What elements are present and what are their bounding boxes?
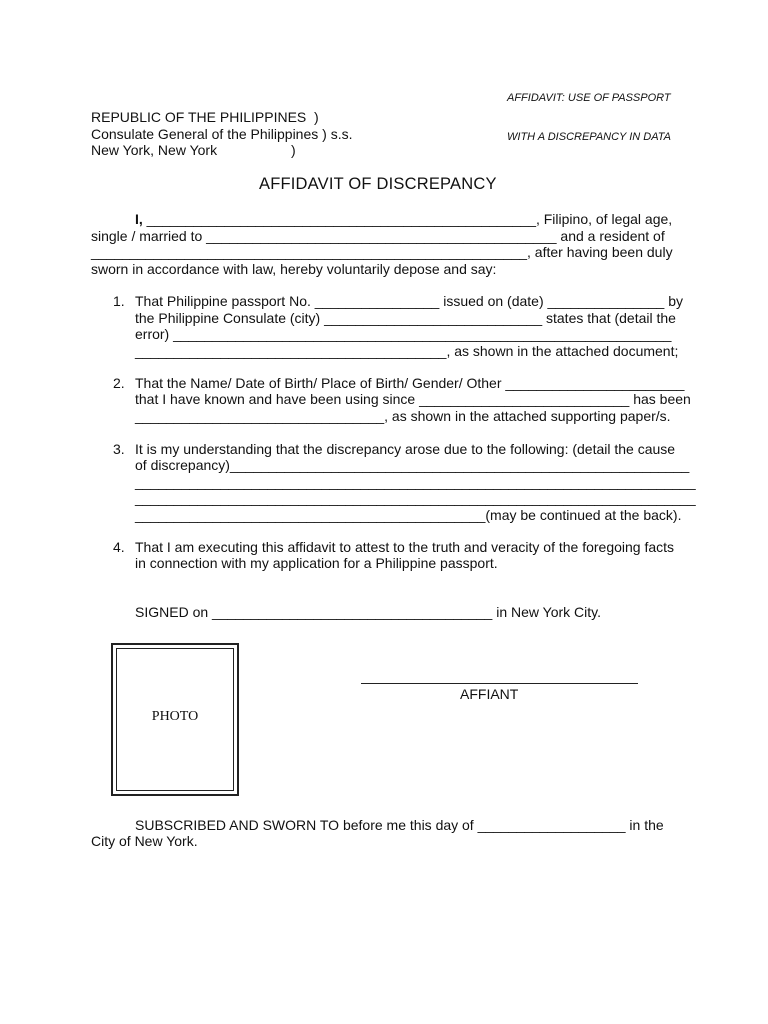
signed-line: SIGNED on ____________________________________ in New York City. <box>135 604 601 620</box>
venue-line-1: REPUBLIC OF THE PHILIPPINES ) <box>91 109 319 125</box>
document-title: AFFIDAVIT OF DISCREPANCY <box>259 175 497 193</box>
jurat-line-1: SUBSCRIBED AND SWORN TO before me this day of ___________________ in the <box>135 817 664 833</box>
item-1-line-2: the Philippine Consulate (city) ____________________________ states that (detail the <box>135 310 676 326</box>
intro-line-1 <box>135 211 672 227</box>
affiant-label: AFFIANT <box>460 686 519 702</box>
intro-line-4: sworn in accordance with law, hereby voluntarily depose and say: <box>91 261 497 277</box>
item-2-line-3: ________________________________, as shown in the attached supporting paper/s. <box>135 408 671 424</box>
affiant-signature-line <box>361 683 638 684</box>
item-4-number: 4. <box>113 539 125 555</box>
item-2-number: 2. <box>113 375 125 391</box>
item-3-line-3: ________________________________________________________________________ <box>135 474 696 490</box>
item-4-line-1: That I am executing this affidavit to attest to the truth and veracity of the foregoing facts <box>135 539 675 555</box>
item-3-line-2: of discrepancy)___________________________________________________________ <box>135 457 690 473</box>
item-3-line-4: ________________________________________________________________________ <box>135 490 696 506</box>
item-3-number: 3. <box>113 441 125 457</box>
form-name-header <box>507 66 671 157</box>
item-1-line-1: That Philippine passport No. ________________ issued on (date) _______________ by <box>135 293 683 309</box>
item-1-line-4: ________________________________________, as shown in the attached document; <box>135 343 679 359</box>
form-name-line-1: AFFIDAVIT: USE OF PASSPORT <box>507 92 671 104</box>
item-2-line-1: That the Name/ Date of Birth/ Place of Birth/ Gender/ Other _______________________ <box>135 375 685 391</box>
item-4-line-2: in connection with my application for a Philippine passport. <box>135 555 498 571</box>
photo-box-inner-border <box>116 648 234 791</box>
form-name-line-2: WITH A DISCREPANCY IN DATA <box>507 131 671 143</box>
intro-line-2: single / married to _____________________________________________ and a resident of <box>91 228 665 244</box>
item-3-line-1: It is my understanding that the discrepancy arose due to the following: (detail the cause <box>135 441 676 457</box>
jurat-line-2: City of New York. <box>91 833 198 849</box>
photo-label: PHOTO <box>151 709 199 724</box>
venue-line-2: Consulate General of the Philippines ) s.s. <box>91 126 353 142</box>
item-1-line-3: error) ________________________________________________________________ <box>135 326 672 342</box>
item-3-line-5: _____________________________________________(may be continued at the back). <box>135 507 682 523</box>
intro-lead: I, <box>135 211 143 227</box>
item-2-line-2: that I have known and have been using since ___________________________ has been <box>135 391 691 407</box>
photo-box <box>111 643 239 796</box>
intro-line-1-text: __________________________________________________, Filipino, of legal age, <box>142 211 673 227</box>
venue-line-3: New York, New York ) <box>91 142 296 158</box>
item-1-number: 1. <box>113 293 125 309</box>
intro-line-3: ________________________________________________________, after having been duly <box>91 244 673 260</box>
